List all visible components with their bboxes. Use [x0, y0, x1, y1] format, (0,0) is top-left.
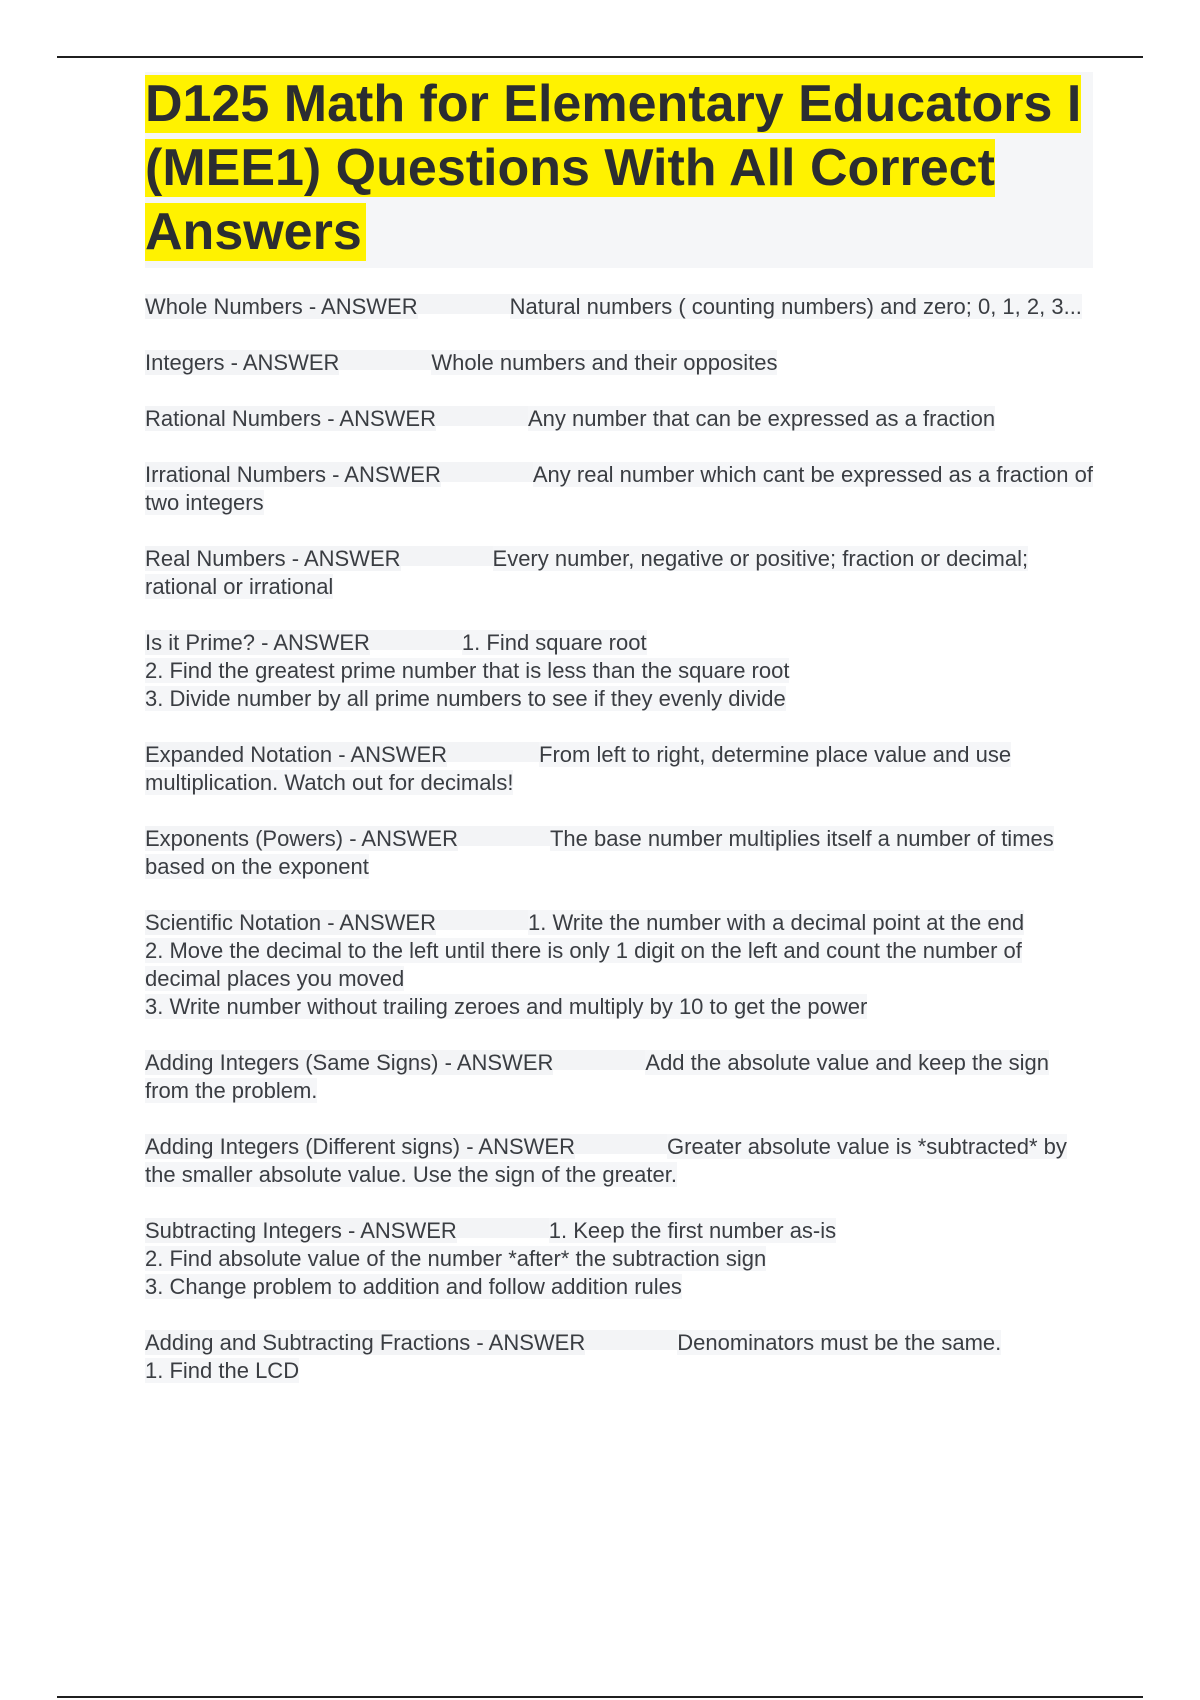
qa-answer: 1. Find square root 2. Find the greatest prime number that is less than the square root 3. Divide number by all prime numbers to see if they evenly divide — [145, 630, 790, 711]
document-title-text: D125 Math for Elementary Educators I (MEE1) Questions With All Correct Answers — [145, 75, 1082, 261]
qa-answer: The base number multiplies itself a number of times based on the exponent — [145, 826, 1054, 879]
qa-answer: Every number, negative or positive; fraction or decimal; rational or irrational — [145, 546, 1029, 599]
document-title — [145, 72, 1093, 264]
title-block — [145, 72, 1093, 268]
qa-item — [145, 405, 1093, 433]
qa-answer: 1. Keep the first number as-is 2. Find absolute value of the number *after* the subtraction sign 3. Change problem to addition and follow addition rules — [145, 1218, 837, 1299]
qa-separator — [458, 826, 550, 846]
qa-item — [145, 1133, 1093, 1189]
qa-list — [145, 293, 1093, 1385]
qa-term: Is it Prime? - ANSWER — [145, 630, 370, 655]
qa-separator — [401, 546, 493, 566]
qa-item — [145, 825, 1093, 881]
qa-separator — [447, 742, 539, 762]
qa-term: Adding Integers (Different signs) - ANSWER — [145, 1134, 575, 1159]
qa-term: Adding Integers (Same Signs) - ANSWER — [145, 1050, 554, 1075]
qa-term: Rational Numbers - ANSWER — [145, 406, 436, 431]
qa-answer: Any real number which cant be expressed as a fraction of two integers — [145, 462, 1093, 515]
qa-item — [145, 909, 1093, 1021]
qa-item — [145, 741, 1093, 797]
qa-term: Irrational Numbers - ANSWER — [145, 462, 441, 487]
qa-answer: 1. Write the number with a decimal point at the end 2. Move the decimal to the left until there is only 1 digit on the left and count the number of decimal places you moved 3. Write number without trailing zeroes and multiply by 10 to get the power — [145, 910, 1025, 1019]
qa-answer: Any number that can be expressed as a fraction — [527, 406, 996, 431]
qa-item — [145, 629, 1093, 713]
qa-term: Expanded Notation - ANSWER — [145, 742, 448, 767]
qa-term: Scientific Notation - ANSWER — [145, 910, 436, 935]
qa-term: Adding and Subtracting Fractions - ANSWER — [145, 1330, 586, 1355]
qa-term: Real Numbers - ANSWER — [145, 546, 401, 571]
top-page-rule — [57, 56, 1143, 58]
qa-answer: Greater absolute value is *subtracted* by the smaller absolute value. Use the sign of the greater. — [145, 1134, 1067, 1187]
bottom-page-rule — [57, 1696, 1143, 1698]
qa-item — [145, 293, 1093, 321]
qa-answer: Natural numbers ( counting numbers) and zero; 0, 1, 2, 3... — [509, 294, 1082, 319]
qa-separator — [436, 910, 528, 930]
qa-item — [145, 461, 1093, 517]
qa-separator — [575, 1134, 667, 1154]
qa-item — [145, 349, 1093, 377]
qa-item — [145, 1329, 1093, 1385]
qa-term: Whole Numbers - ANSWER — [145, 294, 418, 319]
qa-term: Exponents (Powers) - ANSWER — [145, 826, 458, 851]
qa-answer: Add the absolute value and keep the sign from the problem. — [145, 1050, 1050, 1103]
qa-answer: Whole numbers and their opposites — [431, 350, 778, 375]
qa-answer: Denominators must be the same. 1. Find the LCD — [145, 1330, 1002, 1383]
qa-item — [145, 1049, 1093, 1105]
qa-separator — [418, 294, 510, 314]
qa-separator — [339, 350, 431, 370]
qa-answer: From left to right, determine place value and use multiplication. Watch out for decimals! — [145, 742, 1012, 795]
qa-separator — [553, 1050, 645, 1070]
qa-separator — [585, 1330, 677, 1350]
qa-term: Subtracting Integers - ANSWER — [145, 1218, 457, 1243]
qa-separator — [457, 1218, 549, 1238]
qa-item — [145, 1217, 1093, 1301]
qa-separator — [441, 462, 533, 482]
qa-separator — [436, 406, 528, 426]
qa-item — [145, 545, 1093, 601]
qa-separator — [370, 630, 462, 650]
qa-term: Integers - ANSWER — [145, 350, 340, 375]
document-body — [145, 72, 1093, 1413]
